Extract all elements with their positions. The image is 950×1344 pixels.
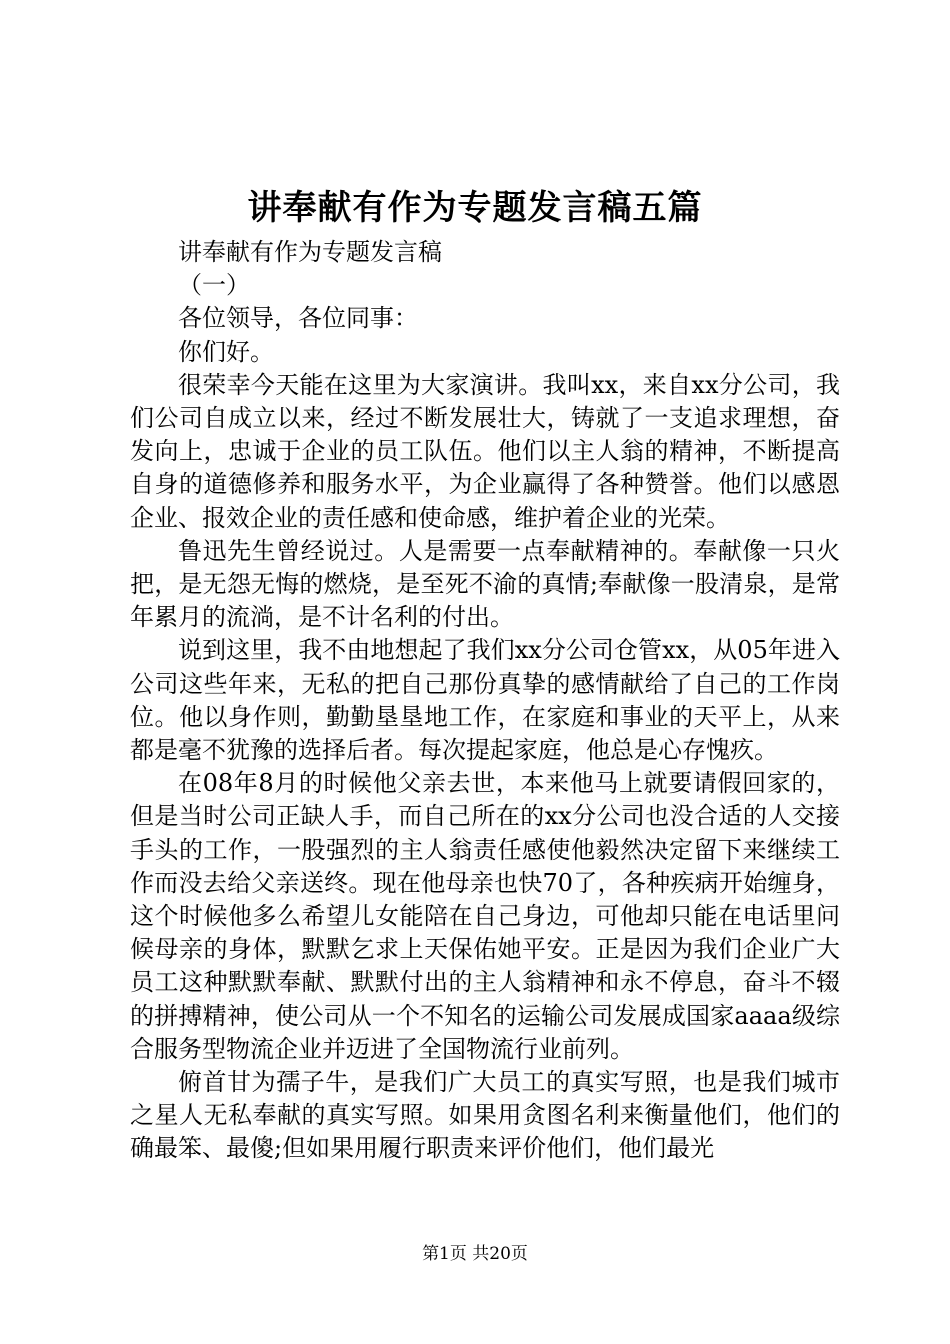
document-body <box>130 236 840 1166</box>
page-footer: 第1页 共20页 <box>422 1244 528 1264</box>
paragraph-body: 说到这里，我不由地想起了我们xx分公司仓管xx，从05年进入公司这些年来，无私的把自己那份真挚的感情献给了自己的工作岗位。他以身作则，勤勤垦垦地工作，在家庭和事业的天平上，从来都是毫不犹豫的选择后者。每次提起家庭，他总是心存愧疚。 <box>130 636 840 765</box>
paragraph-body: 俯首甘为孺子牛，是我们广大员工的真实写照，也是我们城市之星人无私奉献的真实写照。如果用贪图名利来衡量他们，他们的确最笨、最傻;但如果用履行职责来评价他们，他们最光 <box>130 1068 840 1163</box>
paragraph-subtitle: 讲奉献有作为专题发言稿 <box>178 238 442 266</box>
paragraph-greeting: 你们好。 <box>178 337 274 366</box>
paragraph-body: 鲁迅先生曾经说过。人是需要一点奉献精神的。奉献像一只火把，是无怨无悔的燃烧，是至死不渝的真情;奉献像一股清泉，是常年累月的流淌，是不计名利的付出。 <box>130 536 840 632</box>
document-title: 讲奉献有作为专题发言稿五篇 <box>247 188 703 228</box>
paragraph-body: 在08年8月的时候他父亲去世，本来他马上就要请假回家的，但是当时公司正缺人手，而自己所在的xx分公司也没合适的人交接手头的工作，一股强烈的主人翁责任感使他毅然决定留下来继续工作而没去给父亲送终。现在他母亲也快70了，各种疾病开始缠身，这个时候他多么希望儿女能陪在自己身边，可他却只能在电话里问候母亲的身体，默默乞求上天保佑她平安。正是因为我们企业广大员工这种默默奉献、默默付出的主人翁精神和永不停息，奋斗不辍的拼搏精神，使公司从一个不知名的运输公司发展成国家aaaa级综合服务型物流企业并迈进了全国物流行业前列。 <box>130 769 840 1063</box>
paragraph-salutation: 各位领导，各位同事： <box>178 304 418 333</box>
paragraph-body: 很荣幸今天能在这里为大家演讲。我叫xx，来自xx分公司，我们公司自成立以来，经过不断发展壮大，铸就了一支追求理想，奋发向上，忠诚于企业的员工队伍。他们以主人翁的精神，不断提高自身的道德修养和服务水平，为企业赢得了各种赞誉。他们以感恩企业、报效企业的责任感和使命感，维护着企业的光荣。 <box>130 370 840 532</box>
paragraph-section-number: （一） <box>178 271 250 300</box>
